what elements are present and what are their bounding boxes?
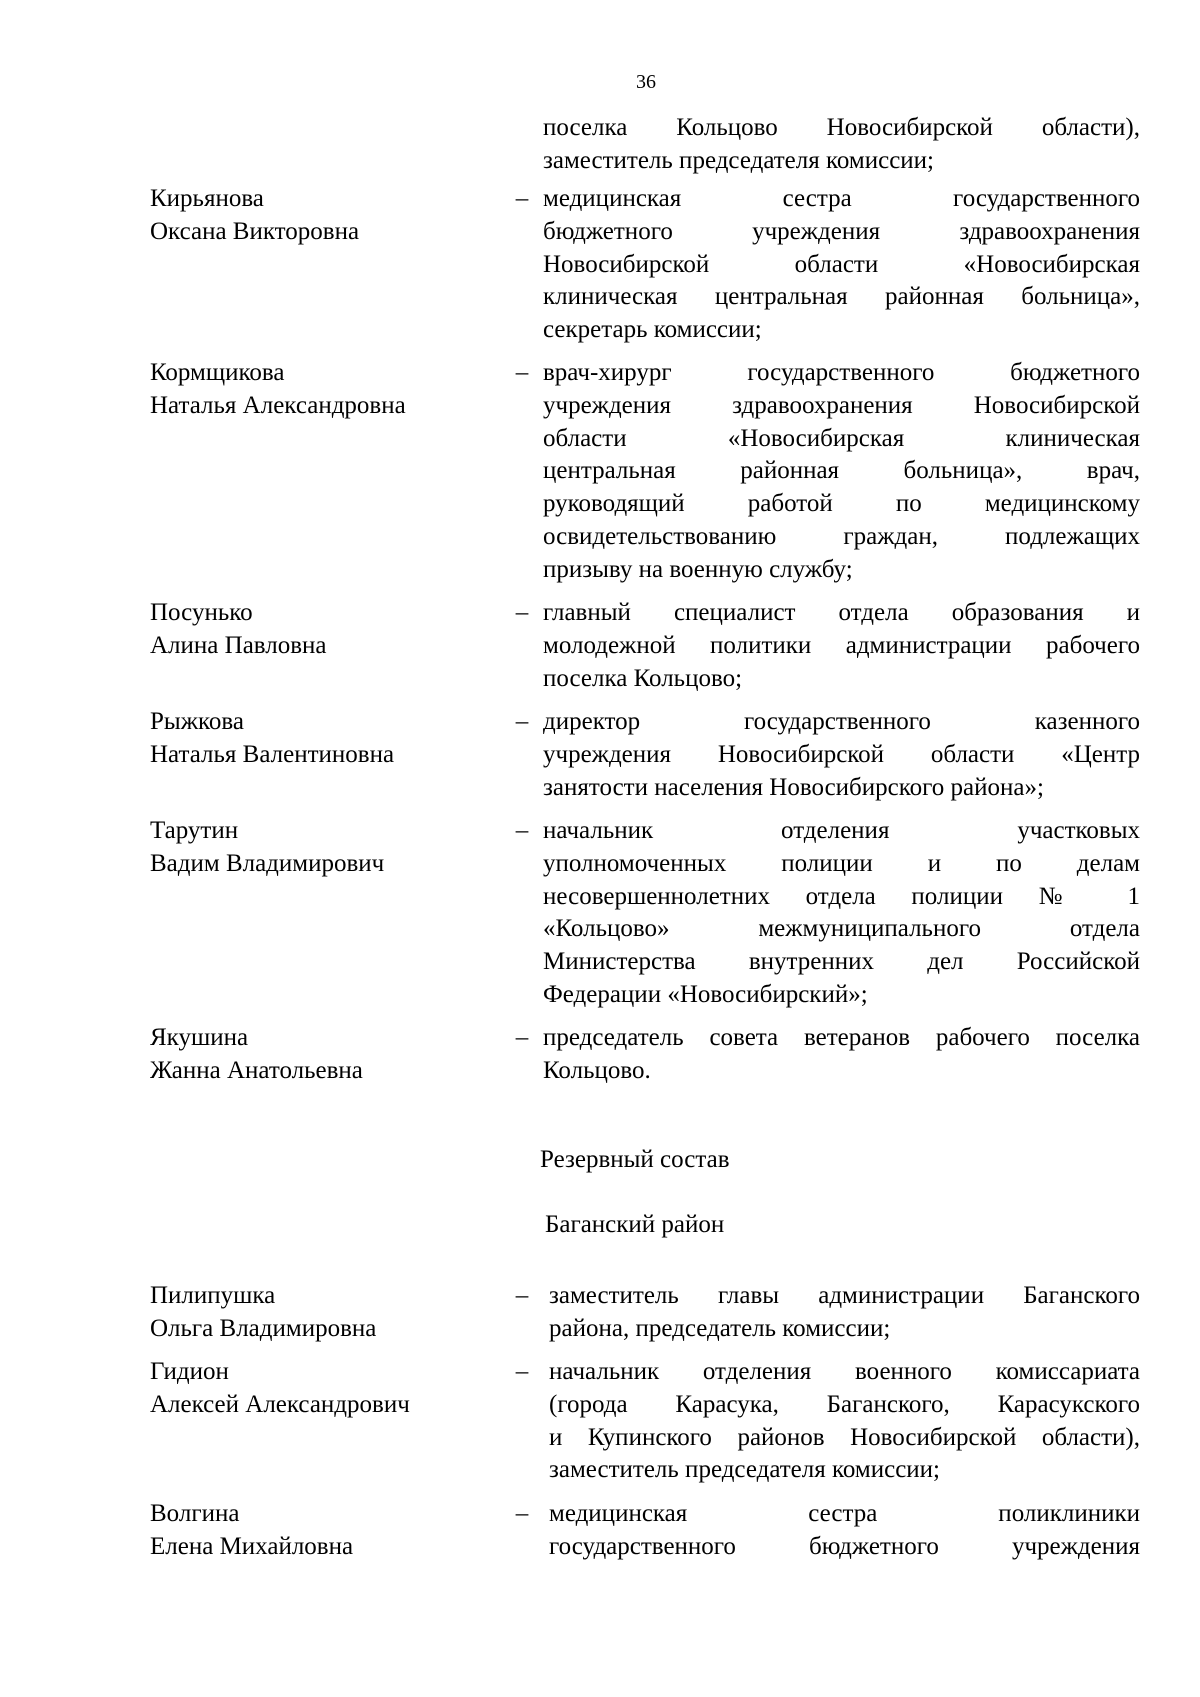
dash-separator: –	[515, 185, 529, 212]
member-surname: Пилипушка	[150, 1282, 276, 1309]
member-description	[549, 1498, 1140, 1564]
dash-separator: –	[515, 1358, 529, 1385]
member-description	[543, 1022, 1140, 1088]
member-given-name: Наталья Валентиновна	[150, 740, 395, 768]
district-heading: Баганский район	[545, 1211, 725, 1238]
description-line: государственного бюджетного учреждения	[549, 1532, 1140, 1560]
description-line: учреждения Новосибирской области «Центр	[543, 740, 1140, 768]
description-line: бюджетного учреждения здравоохранения	[543, 217, 1140, 245]
description-line: председатель совета ветеранов рабочего поселка	[543, 1024, 1140, 1051]
description-line: заместитель главы администрации Баганского	[549, 1282, 1140, 1309]
member-description	[543, 183, 1140, 347]
member-description	[543, 357, 1140, 587]
description-line: молодежной политики администрации рабочего	[543, 631, 1140, 659]
page-number: 36	[636, 71, 656, 93]
member-surname: Рыжкова	[150, 708, 244, 735]
member-given-name: Елена Михайловна	[150, 1532, 354, 1560]
description-line: и Купинского районов Новосибирской области),	[549, 1423, 1140, 1451]
description-line: (города Карасука, Баганского, Карасукского	[549, 1390, 1140, 1418]
description-line: призыву на военную службу;	[543, 555, 853, 583]
description-line: начальник отделения участковых	[543, 817, 1140, 844]
member-given-name: Ольга Владимировна	[150, 1314, 377, 1342]
description-line: освидетельствованию граждан, подлежащих	[543, 522, 1140, 550]
description-line: Министерства внутренних дел Российской	[543, 948, 1140, 976]
dash-separator: –	[515, 817, 529, 844]
description-line: руководящий работой по медицинскому	[543, 490, 1140, 518]
description-line: района, председатель комиссии;	[549, 1314, 891, 1342]
dash-separator: –	[515, 1282, 529, 1309]
member-name	[150, 1498, 490, 1564]
member-given-name: Жанна Анатольевна	[150, 1056, 363, 1084]
description-line: Новосибирской области «Новосибирская	[543, 250, 1140, 278]
description-line: несовершеннолетних отдела полиции № 1	[543, 882, 1140, 910]
description-line: директор государственного казенного	[543, 708, 1140, 735]
description-line: области «Новосибирская клиническая	[543, 424, 1140, 452]
member-given-name: Наталья Александровна	[150, 391, 406, 419]
description-line: поселка Кольцово;	[543, 664, 743, 692]
member-description	[549, 1280, 1140, 1346]
member-surname: Якушина	[150, 1024, 249, 1051]
member-name	[150, 183, 490, 249]
member-given-name: Алексей Александрович	[150, 1390, 410, 1418]
description-line: главный специалист отдела образования и	[543, 599, 1140, 626]
description-line: клиническая центральная районная больница»,	[543, 283, 1140, 311]
description-line: начальник отделения военного комиссариата	[549, 1358, 1140, 1385]
member-name	[150, 1356, 490, 1422]
member-description	[543, 112, 1140, 178]
member-description	[549, 1356, 1140, 1487]
reserve-heading: Резервный состав	[540, 1146, 730, 1173]
description-line: учреждения здравоохранения Новосибирской	[543, 391, 1140, 419]
member-surname: Кормщикова	[150, 359, 285, 386]
member-name	[150, 706, 490, 772]
member-description	[543, 815, 1140, 1012]
member-given-name: Вадим Владимирович	[150, 849, 385, 877]
description-line: секретарь комиссии;	[543, 316, 762, 344]
member-surname: Волгина	[150, 1500, 240, 1527]
description-line: поселка Кольцово Новосибирской области),	[543, 114, 1140, 141]
description-line: центральная районная больница», врач,	[543, 457, 1140, 485]
dash-separator: –	[515, 599, 529, 626]
description-line: медицинская сестра государственного	[543, 185, 1140, 212]
description-line: «Кольцово» межмуниципального отдела	[543, 915, 1140, 943]
member-surname: Посунько	[150, 599, 253, 626]
description-line: Кольцово.	[543, 1056, 651, 1084]
description-line: заместитель председателя комиссии;	[549, 1456, 941, 1484]
member-description	[543, 706, 1140, 804]
member-name	[150, 1022, 490, 1088]
dash-separator: –	[515, 708, 529, 735]
member-given-name: Алина Павловна	[150, 631, 327, 659]
description-line: врач-хирург государственного бюджетного	[543, 359, 1140, 386]
member-given-name: Оксана Викторовна	[150, 217, 360, 245]
member-name	[150, 357, 490, 423]
description-line: уполномоченных полиции и по делам	[543, 849, 1140, 877]
description-line: Федерации «Новосибирский»;	[543, 980, 868, 1008]
dash-separator: –	[515, 359, 529, 386]
member-name	[150, 597, 490, 663]
member-name	[150, 1280, 490, 1346]
description-line: заместитель председателя комиссии;	[543, 146, 935, 174]
member-description	[543, 597, 1140, 695]
dash-separator: –	[515, 1500, 529, 1527]
dash-separator: –	[515, 1024, 529, 1051]
member-surname: Кирьянова	[150, 185, 264, 212]
member-surname: Гидион	[150, 1358, 229, 1385]
member-surname: Тарутин	[150, 817, 239, 844]
description-line: занятости населения Новосибирского района»;	[543, 773, 1044, 801]
member-name	[150, 815, 490, 881]
description-line: медицинская сестра поликлиники	[549, 1500, 1140, 1527]
